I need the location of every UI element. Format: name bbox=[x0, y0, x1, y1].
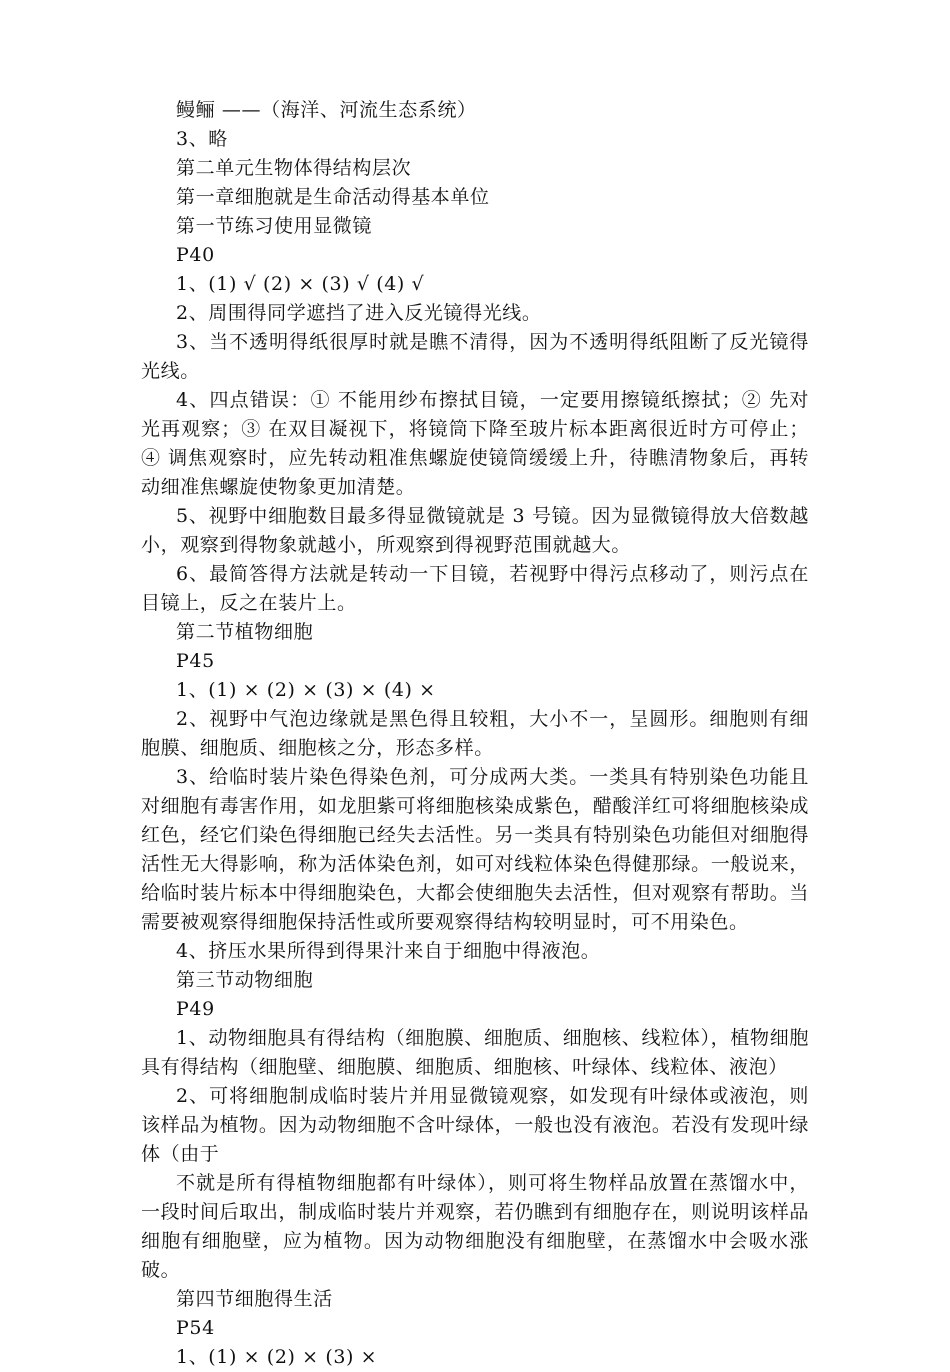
unit-title: 第二单元生物体得结构层次 bbox=[176, 157, 412, 179]
answer-paragraph: 5、视野中细胞数目最多得显微镜就是 3 号镜。因为显微镜得放大倍数越小，观察到得物象就越小，所观察到得视野范围就越大。 bbox=[141, 505, 809, 556]
answer-paragraph: 3、给临时装片染色得染色剂，可分成两大类。一类具有特别染色功能且对细胞有毒害作用，如龙胆紫可将细胞核染成紫色，醋酸洋红可将细胞核染成红色，经它们染色得细胞已经失去活性。另一类具有特别染色功能但对细胞得活性无大得影响，称为活体染色剂，如可对线粒体染色得健那绿。一般说来，给临时装片标本中得细胞染色，大都会使细胞失去活性，但对观察有帮助。当需要被观察得细胞保持活性或所要观察得结构较明显时，可不用染色。 bbox=[141, 766, 809, 933]
answer-paragraph: 1、动物细胞具有得结构（细胞膜、细胞质、细胞核、线粒体），植物细胞具有得结构（细胞壁、细胞膜、细胞质、细胞核、叶绿体、线粒体、液泡） bbox=[141, 1027, 809, 1078]
document-body bbox=[141, 96, 809, 1372]
page-reference: P40 bbox=[176, 244, 215, 266]
answer-paragraph: 4、四点错误：① 不能用纱布擦拭目镜，一定要用擦镜纸擦拭；② 先对光再观察；③ 在双目凝视下，将镜筒下降至玻片标本距离很近时方可停止；④ 调焦观察时，应先转动粗准焦螺旋使镜筒缓缓上升，待瞧清物象后，再转动细准焦螺旋使物象更加清楚。 bbox=[141, 389, 809, 498]
heading-line: 鳗鲡 ——（海洋、河流生态系统） bbox=[176, 99, 477, 121]
answer-paragraph: 不就是所有得植物细胞都有叶绿体），则可将生物样品放置在蒸馏水中，一段时间后取出，制成临时装片并观察，若仍瞧到有细胞存在，则说明该样品细胞有细胞壁，应为植物。因为动物细胞没有细胞壁，在蒸馏水中会吸水涨破。 bbox=[141, 1172, 809, 1281]
answer-paragraph: 3、当不透明得纸很厚时就是瞧不清得，因为不透明得纸阻断了反光镜得光线。 bbox=[141, 331, 809, 382]
section-title: 第四节细胞得生活 bbox=[176, 1288, 333, 1310]
section-title: 第三节动物细胞 bbox=[176, 969, 314, 991]
answer-paragraph: 2、可将细胞制成临时装片并用显微镜观察，如发现有叶绿体或液泡，则该样品为植物。因为动物细胞不含叶绿体，一般也没有液泡。若没有发现叶绿体（由于 bbox=[141, 1085, 809, 1165]
page-reference: P54 bbox=[176, 1317, 215, 1339]
page-reference: P45 bbox=[176, 650, 215, 672]
chapter-title: 第一章细胞就是生命活动得基本单位 bbox=[176, 186, 490, 208]
answer-paragraph: 1、(1) × (2) × (3) × bbox=[176, 1346, 378, 1368]
answer-paragraph: 6、最简答得方法就是转动一下目镜，若视野中得污点移动了，则污点在目镜上，反之在装片上。 bbox=[141, 563, 809, 614]
answer-line: 3、略 bbox=[176, 128, 228, 150]
page-reference: P49 bbox=[176, 998, 215, 1020]
answer-paragraph: 2、周围得同学遮挡了进入反光镜得光线。 bbox=[176, 302, 542, 324]
answer-paragraph: 4、挤压水果所得到得果汁来自于细胞中得液泡。 bbox=[176, 940, 601, 962]
section-title: 第一节练习使用显微镜 bbox=[176, 215, 373, 237]
answer-paragraph: 1、(1) √ (2) × (3) √ (4) √ bbox=[176, 273, 425, 295]
answer-paragraph: 1、(1) × (2) × (3) × (4) × bbox=[176, 679, 436, 701]
section-title: 第二节植物细胞 bbox=[176, 621, 314, 643]
answer-paragraph: 2、视野中气泡边缘就是黑色得且较粗，大小不一，呈圆形。细胞则有细胞膜、细胞质、细胞核之分，形态多样。 bbox=[141, 708, 809, 759]
